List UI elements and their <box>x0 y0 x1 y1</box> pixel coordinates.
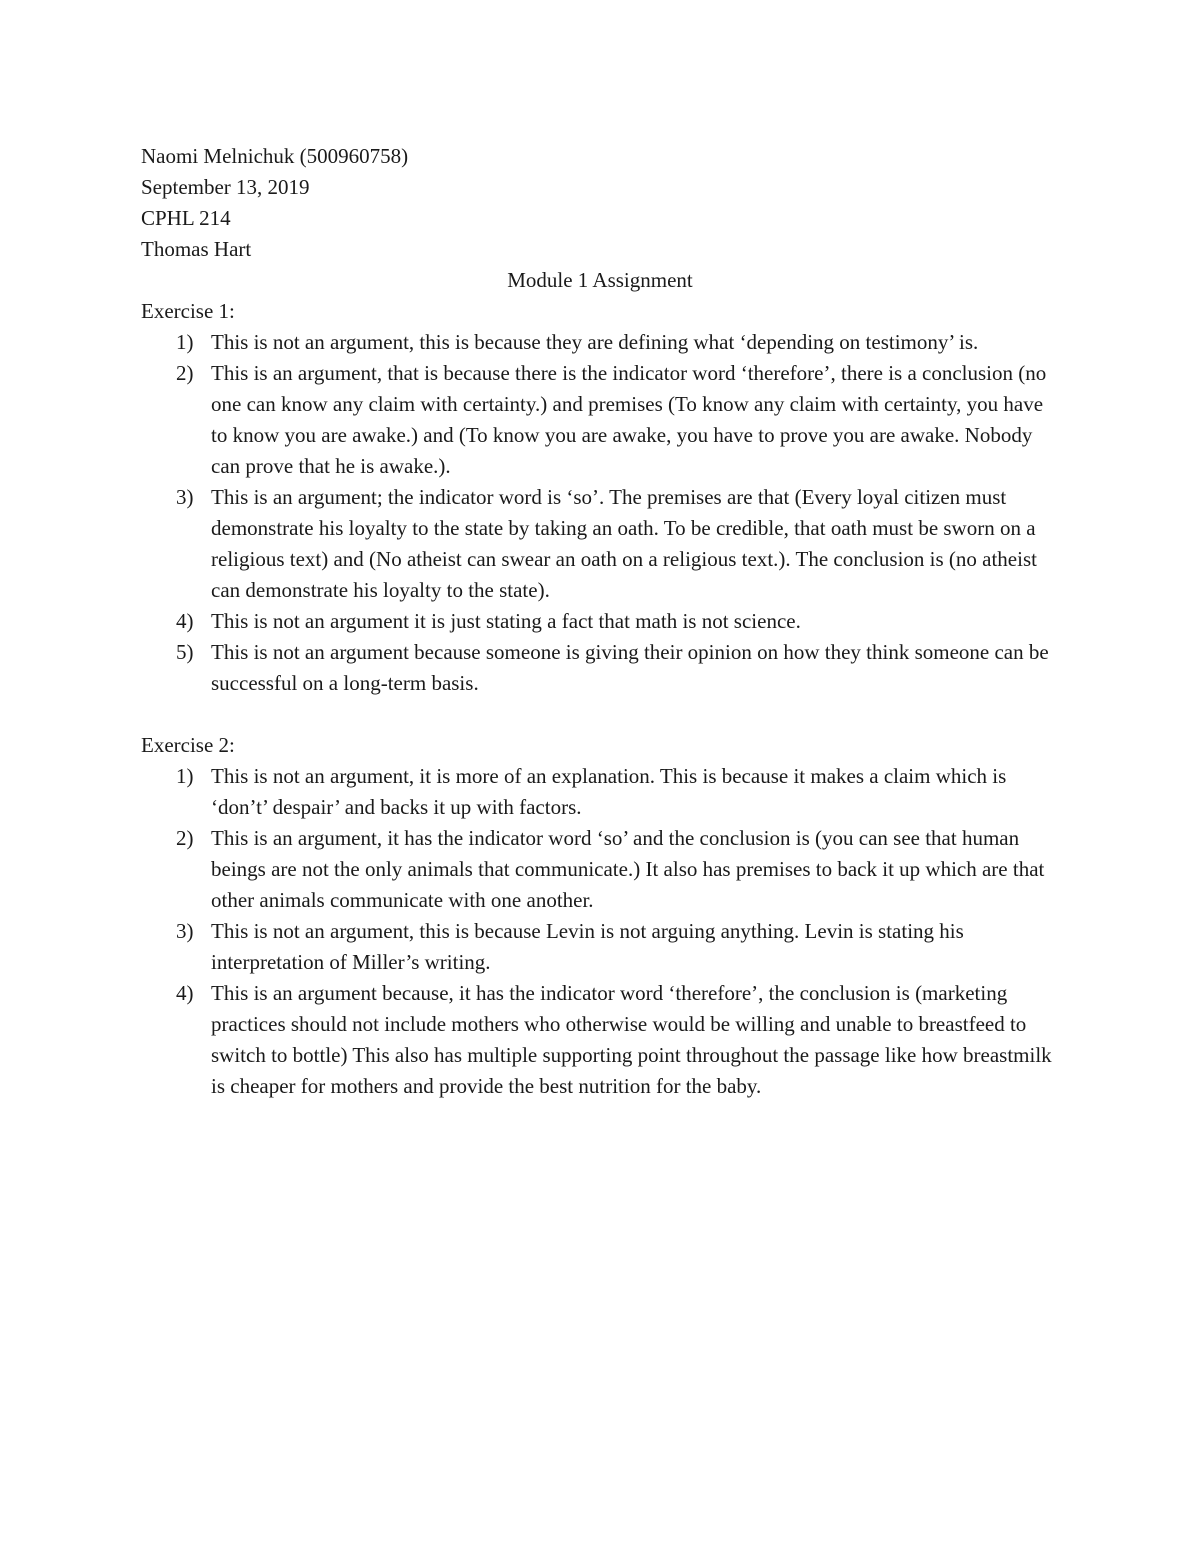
item-number: 2) <box>176 361 194 385</box>
course-code: CPHL 214 <box>141 206 231 230</box>
item-number: 5) <box>176 640 194 664</box>
exercise-2-list <box>141 761 1061 1102</box>
document-title: Module 1 Assignment <box>507 268 693 292</box>
item-number: 4) <box>176 609 194 633</box>
item-number: 4) <box>176 981 194 1005</box>
list-item <box>141 916 1061 978</box>
item-text: This is not an argument because someone is giving their opinion on how they think someone can be successful on a long-term basis. <box>211 640 1049 695</box>
list-item <box>141 637 1061 699</box>
list-item <box>141 978 1061 1102</box>
student-name: Naomi Melnichuk (500960758) <box>141 144 409 168</box>
exercise-1-heading: Exercise 1: <box>141 299 235 323</box>
item-number: 1) <box>176 764 194 788</box>
item-number: 3) <box>176 919 194 943</box>
item-text: This is an argument, it has the indicator word ‘so’ and the conclusion is (you can see that human beings are not the only animals that communicate.) It also has premises to back it up which are that other animals communicate with one another. <box>211 826 1045 912</box>
list-item <box>141 606 1061 637</box>
item-text: This is not an argument it is just stating a fact that math is not science. <box>211 609 801 633</box>
document-body <box>141 141 1061 1102</box>
item-text: This is not an argument, this is because they are defining what ‘depending on testimony’ is. <box>211 330 979 354</box>
list-item <box>141 823 1061 916</box>
exercise-1-list <box>141 327 1061 699</box>
item-text: This is an argument, that is because there is the indicator word ‘therefore’, there is a conclusion (no one can know any claim with certainty.) and premises (To know any claim with certainty, you have to know you are awake.) and (To know you are awake, you have to prove you are awake. Nobody can prove that he is awake.). <box>211 361 1047 478</box>
list-item <box>141 327 1061 358</box>
instructor-name: Thomas Hart <box>141 237 252 261</box>
list-item <box>141 761 1061 823</box>
paragraph-spacer <box>141 699 1061 730</box>
item-number: 3) <box>176 485 194 509</box>
exercise-2-heading: Exercise 2: <box>141 733 235 757</box>
item-number: 1) <box>176 330 194 354</box>
list-item <box>141 358 1061 482</box>
item-text: This is an argument because, it has the indicator word ‘therefore’, the conclusion is (marketing practices should not include mothers who otherwise would be willing and unable to breastfeed to switch to bottle) This also has multiple supporting point throughout the passage like how breastmilk is cheaper for mothers and provide the best nutrition for the baby. <box>211 981 1052 1098</box>
item-number: 2) <box>176 826 194 850</box>
assignment-date: September 13, 2019 <box>141 175 310 199</box>
item-text: This is an argument; the indicator word is ‘so’. The premises are that (Every loyal citizen must demonstrate his loyalty to the state by taking an oath. To be credible, that oath must be sworn on a religious text) and (No atheist can swear an oath on a religious text.). The conclusion is (no atheist can demonstrate his loyalty to the state). <box>211 485 1037 602</box>
list-item <box>141 482 1061 606</box>
item-text: This is not an argument, this is because Levin is not arguing anything. Levin is stating his interpretation of Miller’s writing. <box>211 919 964 974</box>
item-text: This is not an argument, it is more of an explanation. This is because it makes a claim which is ‘don’t’ despair’ and backs it up with factors. <box>211 764 1007 819</box>
